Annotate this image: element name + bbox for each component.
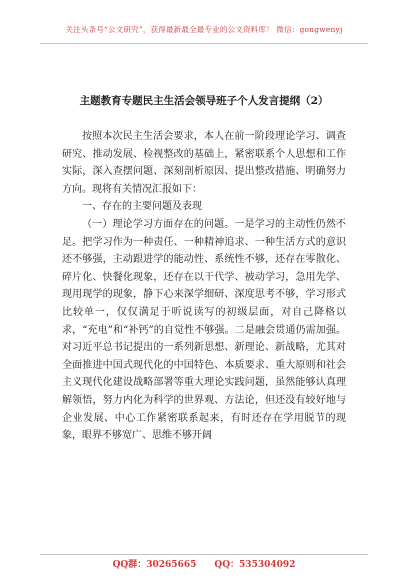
intro-paragraph: 按照本次民主生活会要求，本人在前一阶段理论学习、调查研究、推动发展、检视整改的基础上，紧密联系个人思想和工作实际，深入查摆问题、深刻剖析原因、提出整改措施、明确努力方向。现将有关情况汇报如下： [62, 131, 346, 195]
footer-qq-contact: QQ：535304092 [214, 560, 296, 570]
document-title: 主题教育专题民主生活会领导班子个人发言提纲（2） [79, 95, 329, 107]
section-heading: 一、存在的主要问题及表现 [82, 201, 202, 213]
header-divider [40, 43, 368, 44]
footer [0, 557, 408, 570]
footer-divider [40, 554, 368, 555]
footer-qq-group: QQ群：30265665 [112, 560, 197, 570]
body-paragraph: （一）理论学习方面存在的问题。一是学习的主动性仍然不足。把学习作为一种责任、一种精神追求、一种生活方式的意识还不够强，主动跟进学的能动性、系统性不够，还存在零散化、碎片化、快餐化现象，还存在以干代学、被动学习，急用先学、现用现学的现象，静下心来深学细研、深度思考不够，学习形式比较单一，仅仅满足于听说读写的初级层面，对自己降格以求，“充电”和“补钙”的自觉性不够强。二是融会贯通仍需加强。对习近平总书记提出的一系列新思想、新理论、新战略，尤其对全面推进中国式现代化的中国特色、本质要求、重大原则和社会主义现代化建设战略部署等重大理论实践问题，虽然能够认真理解领悟，努力内化为科学的世界观、方法论，但还没有较好地与企业发展、中心工作紧密联系起来，有时还存在学用脱节的现象，眼界不够宽广、思维不够开阔 [62, 218, 346, 442]
header-banner: 关注头条号“公文研究”，获得最新最全最专业的公文资料库！ 微信：gongwenyj [65, 25, 343, 34]
document-body [62, 128, 346, 445]
